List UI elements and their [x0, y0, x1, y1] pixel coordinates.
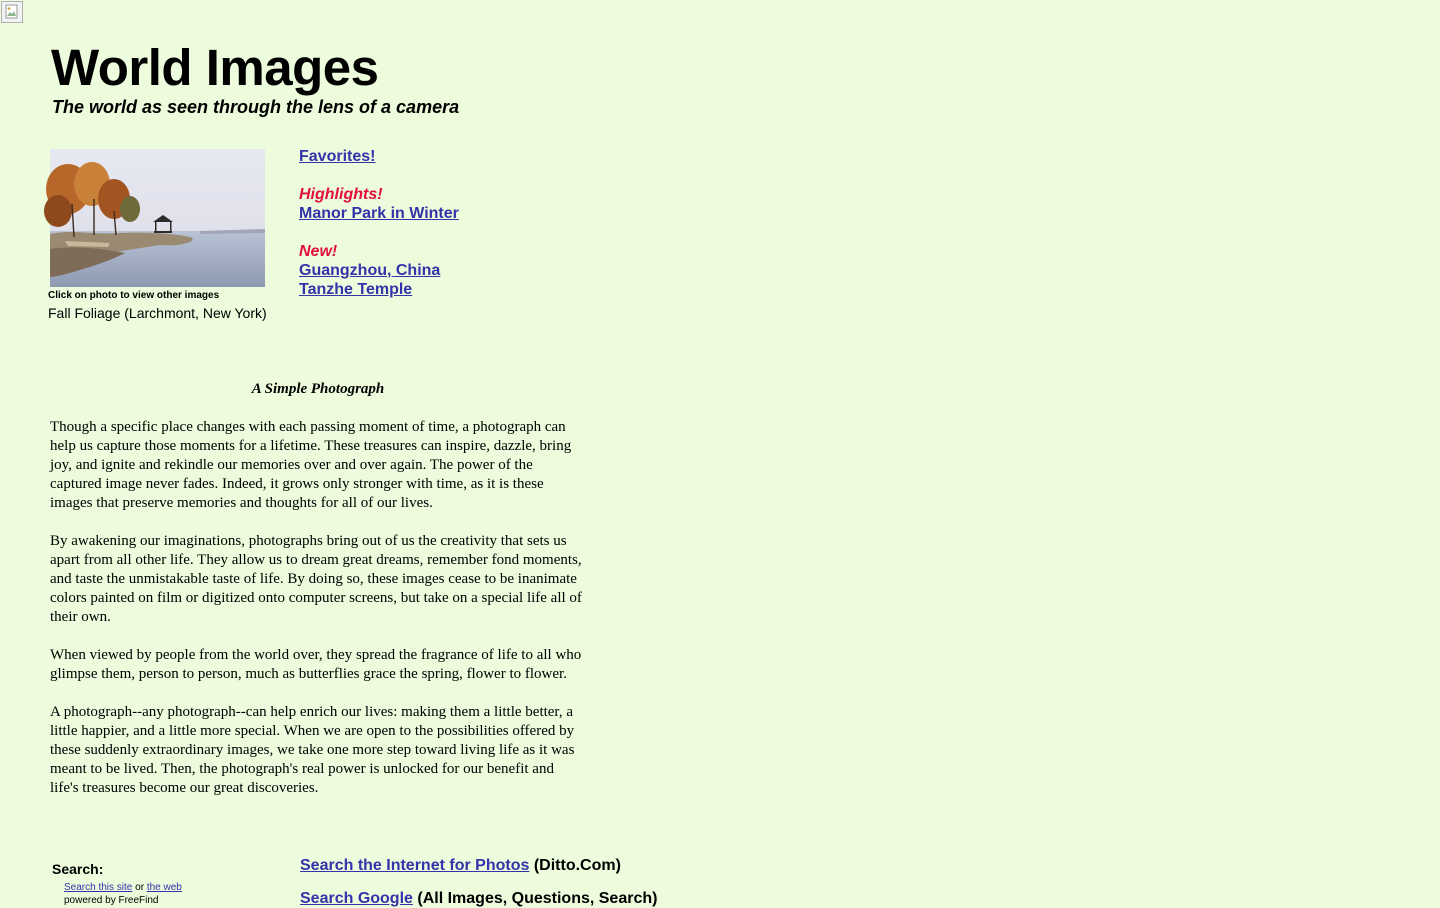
internet-search-row [300, 857, 621, 875]
favorites-link[interactable]: Favorites! [299, 148, 376, 165]
google-search-link[interactable]: Search Google [300, 890, 413, 907]
search-powered-by [64, 895, 159, 906]
page-tagline: The world as seen through the lens of a camera [52, 97, 460, 117]
search-web-link[interactable]: the web [146, 882, 182, 893]
internet-photo-search-link[interactable]: Search the Internet for Photos [300, 857, 530, 874]
highlights-label: Highlights! [299, 186, 383, 203]
google-search-row [300, 890, 657, 908]
article-paragraph: Though a specific place changes with each passing moment of time, a photograph can help us capture those moments for a lifetime. These treasures can inspire, dazzle, bring joy, and ignite and rekindle our memories over and over again. The power of the captured image never fades. Indeed, it grows only stronger with time, as it is these images that preserve memories and thoughts for all of our lives. [50, 419, 572, 511]
photo-hint: Click on photo to view other images [48, 290, 220, 301]
article-paragraph: A photograph--any photograph--can help enrich our lives: making them a little better, a little happier, and a little more special. When we are open to the possibilities offered by these suddenly extraordinary images, we take one more step toward living life as it was meant to be lived. Then, the photograph's real power is unlocked for our benefit and life's treasures become our great discoveries. [50, 704, 575, 796]
broken-image-icon [1, 1, 23, 23]
page-title: World Images [51, 39, 379, 96]
tanzhe-temple-link[interactable]: Tanzhe Temple [299, 281, 413, 298]
internet-search-suffix: (Ditto.Com) [533, 857, 621, 874]
new-label: New! [299, 243, 338, 260]
guangzhou-link[interactable]: Guangzhou, China [299, 262, 441, 279]
featured-links [299, 147, 459, 299]
article-paragraph: By awakening our imaginations, photographs bring out of us the creativity that sets us apart from all other life. They allow us to dream great dreams, remember fond moments, and taste the unmistakable taste of life. By doing so, these images cease to be inanimate colors painted on film or digitized onto computer screens, but take on a special life all of their own. [50, 533, 582, 625]
search-label: Search: [52, 861, 104, 877]
powered-by-text: powered by FreeFind [64, 895, 159, 906]
article-paragraph: When viewed by people from the world over, they spread the fragrance of life to all who glimpse them, person to person, much as butterflies grace the spring, flower to flower. [50, 647, 582, 682]
manor-park-link[interactable]: Manor Park in Winter [299, 205, 459, 222]
article-title: A Simple Photograph [251, 381, 385, 397]
photo-caption: Fall Foliage (Larchmont, New York) [48, 305, 267, 321]
featured-photo[interactable] [50, 149, 265, 287]
search-site-link[interactable]: Search this site [64, 882, 133, 893]
search-options [64, 882, 182, 893]
google-search-suffix: (All Images, Questions, Search) [417, 890, 658, 907]
search-or-text: or [135, 882, 145, 893]
article [50, 380, 586, 817]
